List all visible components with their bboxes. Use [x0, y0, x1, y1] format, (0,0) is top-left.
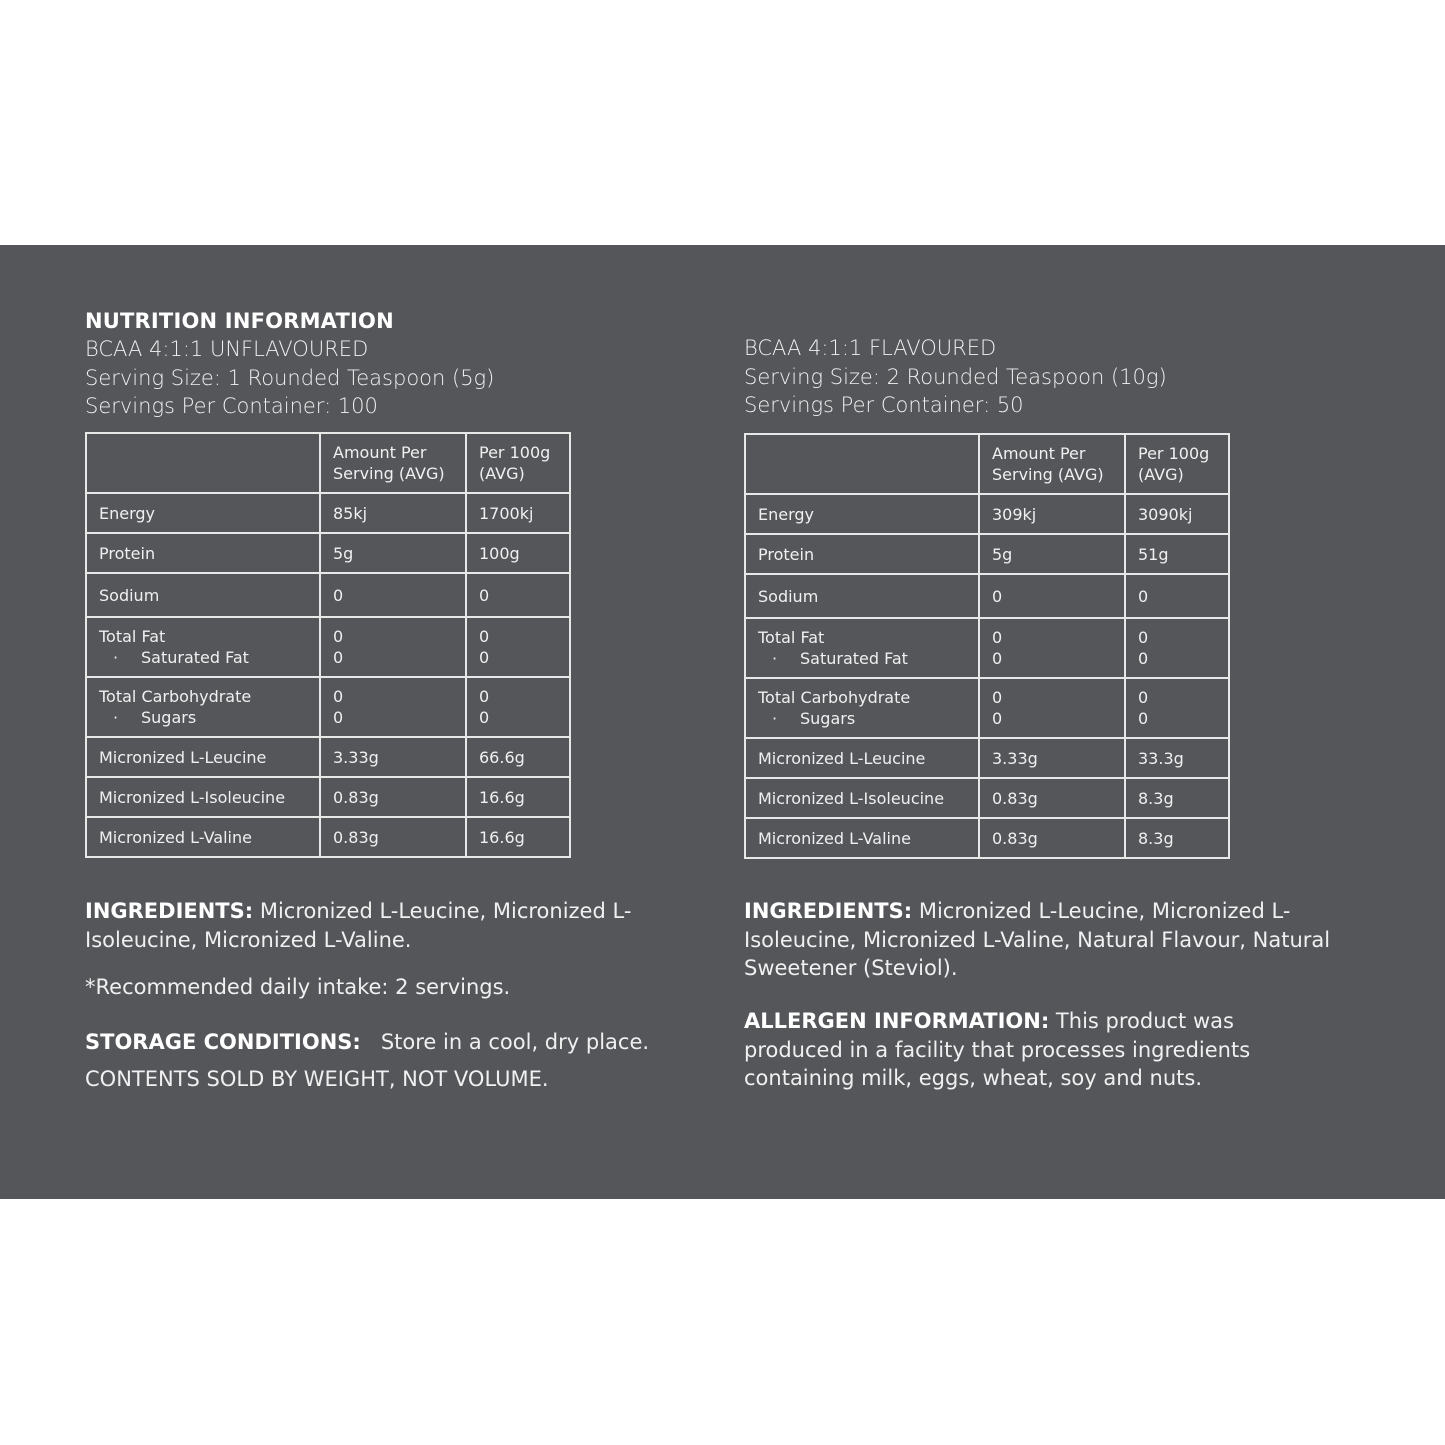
header-empty — [86, 433, 320, 493]
servings-per-container: Servings Per Container: 50 — [744, 393, 1024, 417]
table-row — [745, 534, 1229, 574]
product-name: BCAA 4:1:1 FLAVOURED — [744, 336, 997, 360]
value: 0 — [333, 687, 344, 706]
row-label: Micronized L-Isoleucine — [86, 777, 320, 817]
row-label: Micronized L-Valine — [86, 817, 320, 857]
row-per100: 33.3g — [1125, 738, 1229, 778]
row-label: Protein — [86, 533, 320, 573]
table-header-row — [86, 433, 570, 493]
value: 0 — [1138, 688, 1149, 707]
row-label-main: Total Fat — [99, 627, 166, 646]
row-per100: 51g — [1125, 534, 1229, 574]
row-serving — [979, 678, 1125, 738]
value: 0 — [1138, 628, 1149, 647]
row-per100: 100g — [466, 533, 570, 573]
sub-value: 0 — [992, 709, 1003, 728]
row-per100: 3090kj — [1125, 494, 1229, 534]
row-serving: 3.33g — [320, 737, 466, 777]
row-label: Micronized L-Leucine — [745, 738, 979, 778]
row-per100: 66.6g — [466, 737, 570, 777]
row-label: Energy — [745, 494, 979, 534]
row-per100 — [1125, 618, 1229, 678]
table-header-row — [745, 434, 1229, 494]
bullet-icon: · — [772, 649, 778, 668]
ingredients-text: Micronized L-Leucine, Micronized L-Isoleucine, Micronized L-Valine. — [85, 899, 632, 952]
ingredients-block — [744, 897, 1344, 983]
row-serving: 0.83g — [320, 817, 466, 857]
bullet-icon: · — [113, 708, 119, 727]
row-label — [86, 617, 320, 677]
table-row — [745, 618, 1229, 678]
row-label: Micronized L-Isoleucine — [745, 778, 979, 818]
table-row — [86, 493, 570, 533]
row-sub-label: Sugars — [800, 709, 856, 728]
row-label: Energy — [86, 493, 320, 533]
row-serving: 5g — [979, 534, 1125, 574]
bullet-icon: · — [113, 648, 119, 667]
sub-value: 0 — [992, 649, 1003, 668]
servings-per-container: Servings Per Container: 100 — [85, 394, 378, 418]
storage-label: STORAGE CONDITIONS: — [85, 1030, 361, 1054]
row-per100: 8.3g — [1125, 818, 1229, 858]
row-label-main: Total Carbohydrate — [99, 687, 252, 706]
nutrition-table — [85, 432, 571, 858]
storage-block — [85, 1028, 685, 1057]
row-label: Sodium — [86, 573, 320, 617]
sub-value: 0 — [1138, 709, 1149, 728]
sub-value: 0 — [333, 708, 344, 727]
row-per100 — [466, 677, 570, 737]
row-label: Sodium — [745, 574, 979, 618]
value: 0 — [479, 627, 490, 646]
allergen-block — [744, 1007, 1324, 1093]
row-per100: 16.6g — [466, 777, 570, 817]
header-empty — [745, 434, 979, 494]
row-per100 — [1125, 678, 1229, 738]
ingredients-text: Micronized L-Leucine, Micronized L-Isoleucine, Micronized L-Valine, Natural Flavour, Natural Sweetener (Steviol). — [744, 899, 1331, 980]
table-row — [745, 494, 1229, 534]
row-serving: 0 — [320, 573, 466, 617]
allergen-label: ALLERGEN INFORMATION: — [744, 1009, 1050, 1033]
row-label — [745, 618, 979, 678]
recommended-intake: *Recommended daily intake: 2 servings. — [85, 975, 511, 999]
header-amount-per-serving: Amount Per Serving (AVG) — [979, 434, 1125, 494]
row-per100: 0 — [1125, 574, 1229, 618]
row-serving: 3.33g — [979, 738, 1125, 778]
row-serving — [320, 617, 466, 677]
row-per100: 8.3g — [1125, 778, 1229, 818]
row-serving: 0 — [979, 574, 1125, 618]
table-row — [86, 617, 570, 677]
row-per100 — [466, 617, 570, 677]
value: 0 — [992, 688, 1003, 707]
row-sub-label: Saturated Fat — [141, 648, 249, 667]
bullet-icon: · — [772, 709, 778, 728]
row-sub-label: Sugars — [141, 708, 197, 727]
row-per100: 0 — [466, 573, 570, 617]
header-amount-per-serving: Amount Per Serving (AVG) — [320, 433, 466, 493]
row-serving: 0.83g — [979, 778, 1125, 818]
row-serving: 0.83g — [320, 777, 466, 817]
sub-value: 0 — [333, 648, 344, 667]
row-serving: 85kj — [320, 493, 466, 533]
row-serving: 5g — [320, 533, 466, 573]
row-sub-label: Saturated Fat — [800, 649, 908, 668]
table-row — [86, 677, 570, 737]
row-label-main: Total Fat — [758, 628, 825, 647]
row-per100: 1700kj — [466, 493, 570, 533]
nutrition-heading: NUTRITION INFORMATION — [85, 309, 394, 333]
table-row — [745, 738, 1229, 778]
row-serving: 0.83g — [979, 818, 1125, 858]
serving-size: Serving Size: 2 Rounded Teaspoon (10g) — [744, 364, 1167, 389]
header-per-100g: Per 100g (AVG) — [1125, 434, 1229, 494]
serving-size: Serving Size: 1 Rounded Teaspoon (5g) — [85, 365, 495, 390]
table-row — [86, 533, 570, 573]
header-per-100g: Per 100g (AVG) — [466, 433, 570, 493]
row-label-main: Total Carbohydrate — [758, 688, 911, 707]
row-label: Micronized L-Valine — [745, 818, 979, 858]
table-row — [745, 678, 1229, 738]
table-row — [86, 817, 570, 857]
table-row — [86, 573, 570, 617]
row-per100: 16.6g — [466, 817, 570, 857]
table-row — [86, 737, 570, 777]
sub-value: 0 — [479, 648, 490, 667]
table-row — [745, 818, 1229, 858]
row-serving — [320, 677, 466, 737]
sub-value: 0 — [479, 708, 490, 727]
product-name: BCAA 4:1:1 UNFLAVOURED — [85, 337, 369, 361]
row-label: Micronized L-Leucine — [86, 737, 320, 777]
value: 0 — [333, 627, 344, 646]
allergen-text: This product was produced in a facility that processes ingredients containing milk, eggs, wheat, soy and nuts. — [744, 1009, 1251, 1090]
row-serving — [979, 618, 1125, 678]
sub-value: 0 — [1138, 649, 1149, 668]
storage-text: Store in a cool, dry place. — [360, 1030, 650, 1054]
table-row — [745, 574, 1229, 618]
nutrition-panel — [0, 245, 1445, 1199]
value: 0 — [479, 687, 490, 706]
row-label — [86, 677, 320, 737]
ingredients-label: INGREDIENTS: — [85, 899, 254, 923]
table-row — [745, 778, 1229, 818]
row-serving: 309kj — [979, 494, 1125, 534]
table-row — [86, 777, 570, 817]
contents-note: CONTENTS SOLD BY WEIGHT, NOT VOLUME. — [85, 1067, 549, 1091]
row-label: Protein — [745, 534, 979, 574]
nutrition-table — [744, 433, 1230, 859]
row-label — [745, 678, 979, 738]
ingredients-label: INGREDIENTS: — [744, 899, 913, 923]
value: 0 — [992, 628, 1003, 647]
ingredients-block — [85, 897, 685, 954]
